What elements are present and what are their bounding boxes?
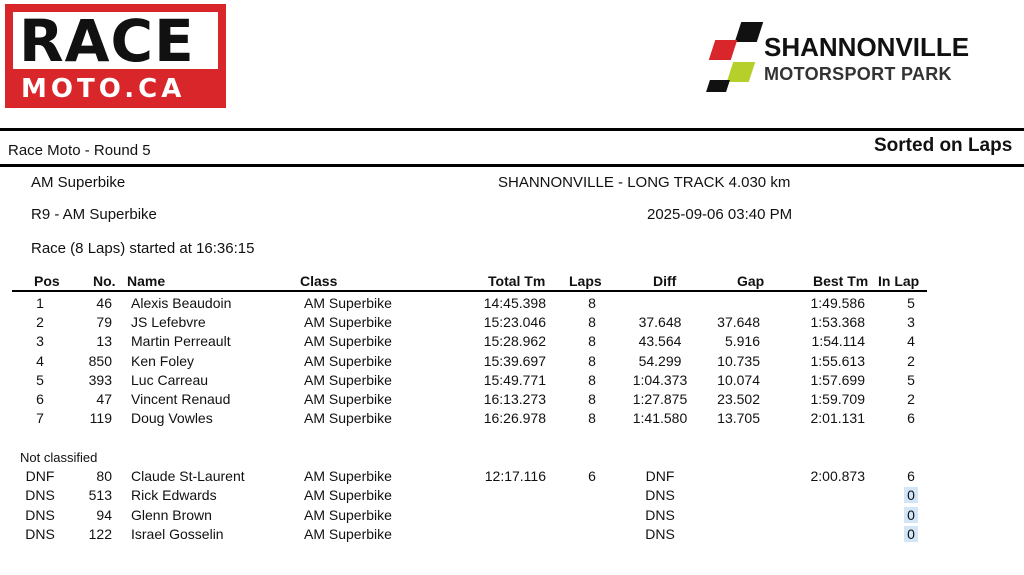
result-row-3-pos: 3	[36, 333, 44, 350]
nc-row-2-diff: DNS	[645, 487, 675, 504]
nc-row-3-pos: DNS	[25, 506, 55, 523]
result-row-5-class: AM Superbike	[304, 371, 392, 388]
result-row-3-best: 1:54.114	[811, 333, 865, 350]
result-row-4-best: 1:55.613	[810, 352, 865, 369]
result-row-1-best: 1:49.586	[810, 295, 865, 311]
result-row-7-laps: 8	[588, 410, 596, 427]
result-row-1-pos: 1	[36, 295, 44, 311]
result-row-7-diff: 1:41.580	[632, 410, 688, 427]
result-row-3-no: 13	[96, 333, 112, 350]
result-row-4-name: Ken Foley	[131, 352, 195, 369]
result-row-1-class: AM Superbike	[304, 295, 392, 311]
result-row-3-total: 15:28.962	[483, 333, 546, 350]
result-row-6-inlap: 2	[907, 391, 915, 407]
nc-row-1-class: AM Superbike	[304, 468, 392, 484]
result-row-7-pos: 7	[36, 410, 44, 427]
result-row-5-laps: 8	[588, 371, 596, 388]
track-title: SHANNONVILLE - LONG TRACK 4.030 km	[498, 174, 791, 191]
result-row-6-name: Vincent Renaud	[131, 391, 231, 407]
result-row-3-laps: 8	[588, 333, 596, 350]
nc-row-4-class: AM Superbike	[304, 526, 392, 543]
result-row-6-laps: 8	[588, 391, 596, 407]
result-row-4-inlap: 2	[907, 352, 915, 369]
nc-row-4-inlap: 0	[904, 526, 918, 542]
nc-row-2-inlap: 0	[904, 487, 918, 503]
logo-square-red	[709, 40, 737, 60]
result-row-2-no: 79	[96, 314, 112, 331]
result-row-7-total: 16:26.978	[483, 410, 546, 427]
result-row-5-name: Luc Carreau	[131, 371, 209, 388]
result-row-2-pos: 2	[36, 314, 44, 331]
result-row-5-diff: 1:04.373	[632, 371, 688, 388]
header-rule-bottom	[0, 164, 1024, 167]
col-header-no: No.	[93, 273, 116, 289]
result-row-7-gap: 13.705	[717, 410, 760, 427]
nc-row-3-no: 94	[96, 506, 112, 523]
col-header-total: Total Tm	[488, 273, 546, 289]
result-row-6-best: 1:59.709	[810, 391, 865, 407]
result-row-3-name: Martin Perreault	[131, 333, 231, 350]
result-row-1-inlap: 5	[907, 295, 915, 311]
result-row-6-no: 47	[96, 391, 112, 407]
result-row-6-gap: 23.502	[717, 391, 760, 407]
nc-row-1-pos: DNF	[25, 468, 55, 484]
race-moto-logo-text: RACE	[19, 7, 195, 75]
nc-row-2-no: 513	[88, 487, 112, 504]
session-title: R9 - AM Superbike	[31, 206, 157, 223]
not-classified-label: Not classified	[20, 450, 98, 465]
result-row-7-no: 119	[89, 410, 112, 427]
nc-row-2-pos: DNS	[25, 487, 55, 504]
nc-row-4-no: 122	[88, 526, 112, 543]
header-rule-top	[0, 128, 1024, 131]
nc-row-2-class: AM Superbike	[304, 487, 392, 504]
result-row-5-total: 15:49.771	[483, 371, 546, 388]
result-row-6-diff: 1:27.875	[632, 391, 688, 407]
result-row-4-no: 850	[88, 352, 112, 369]
col-header-class: Class	[300, 273, 338, 289]
shannonville-logo	[700, 18, 1024, 98]
result-row-5-pos: 5	[36, 371, 44, 388]
result-row-2-class: AM Superbike	[304, 314, 392, 331]
result-row-4-laps: 8	[588, 352, 596, 369]
result-row-1-laps: 8	[588, 295, 596, 311]
result-row-7-inlap: 6	[907, 410, 915, 427]
class-title: AM Superbike	[31, 174, 126, 191]
result-row-3-class: AM Superbike	[304, 333, 392, 350]
col-header-pos: Pos	[34, 273, 60, 289]
nc-row-1-best: 2:00.873	[810, 468, 865, 484]
race-info: Race (8 Laps) started at 16:36:15	[31, 240, 255, 257]
nc-row-4-diff: DNS	[645, 526, 675, 543]
col-header-best: Best Tm	[813, 273, 869, 289]
result-row-6-pos: 6	[36, 391, 44, 407]
result-row-2-gap: 37.648	[717, 314, 760, 331]
result-row-3-inlap: 4	[907, 333, 915, 350]
result-row-5-inlap: 5	[907, 371, 915, 388]
logo-square-black-small	[706, 80, 730, 92]
result-row-2-diff: 37.648	[638, 314, 682, 331]
nc-row-3-name: Glenn Brown	[131, 506, 212, 523]
nc-row-2-name: Rick Edwards	[131, 487, 217, 504]
result-row-4-gap: 10.735	[717, 352, 760, 369]
logo-square-black	[735, 22, 763, 42]
result-row-1-name: Alexis Beaudoin	[131, 295, 232, 311]
nc-row-4-pos: DNS	[25, 526, 55, 543]
result-row-7-name: Doug Vowles	[131, 410, 213, 427]
result-row-4-pos: 4	[36, 352, 44, 369]
nc-row-1-name: Claude St-Laurent	[131, 468, 245, 484]
col-header-laps: Laps	[569, 273, 602, 289]
nc-row-1-laps: 6	[588, 468, 596, 484]
session-datetime: 2025-09-06 03:40 PM	[647, 206, 793, 223]
table-header-rule	[12, 290, 927, 292]
result-row-4-class: AM Superbike	[304, 352, 392, 369]
result-row-2-name: JS Lefebvre	[131, 314, 206, 331]
result-row-6-class: AM Superbike	[304, 391, 392, 407]
result-row-2-laps: 8	[588, 314, 596, 331]
result-row-5-no: 393	[88, 371, 112, 388]
col-header-diff: Diff	[653, 273, 677, 289]
shannonville-logo-text: SHANNONVILLE	[764, 32, 970, 62]
race-moto-logo	[5, 4, 226, 108]
result-row-2-inlap: 3	[907, 314, 915, 331]
race-moto-logo-subtext: MOTO.CA	[21, 74, 186, 104]
result-row-3-gap: 5.916	[724, 333, 760, 350]
nc-row-1-inlap: 6	[907, 468, 915, 484]
result-row-2-total: 15:23.046	[483, 314, 546, 331]
nc-row-3-inlap: 0	[904, 507, 918, 523]
nc-row-3-diff: DNS	[645, 506, 675, 523]
nc-row-4-name: Israel Gosselin	[131, 526, 224, 543]
result-row-7-best: 2:01.131	[810, 410, 865, 427]
result-row-4-diff: 54.299	[638, 352, 682, 369]
result-row-3-diff: 43.564	[638, 333, 682, 350]
result-row-5-gap: 10.074	[717, 371, 760, 388]
sort-label: Sorted on Laps	[874, 135, 1013, 156]
nc-row-1-total: 12:17.116	[484, 468, 546, 484]
result-row-1-no: 46	[96, 295, 112, 311]
col-header-inlap: In Lap	[878, 273, 920, 289]
col-header-name: Name	[127, 273, 166, 289]
logo-square-green	[727, 62, 755, 82]
event-title: Race Moto - Round 5	[8, 142, 151, 159]
result-row-5-best: 1:57.699	[810, 371, 865, 388]
result-row-4-total: 15:39.697	[483, 352, 546, 369]
result-row-1-total: 14:45.398	[483, 295, 546, 311]
nc-row-1-diff: DNF	[645, 468, 675, 484]
col-header-gap: Gap	[737, 273, 765, 289]
result-row-2-best: 1:53.368	[810, 314, 865, 331]
result-row-6-total: 16:13.273	[483, 391, 546, 407]
nc-row-1-no: 80	[96, 468, 112, 484]
shannonville-logo-subtext: MOTORSPORT PARK	[764, 64, 952, 84]
result-row-7-class: AM Superbike	[304, 410, 392, 427]
nc-row-3-class: AM Superbike	[304, 506, 392, 523]
